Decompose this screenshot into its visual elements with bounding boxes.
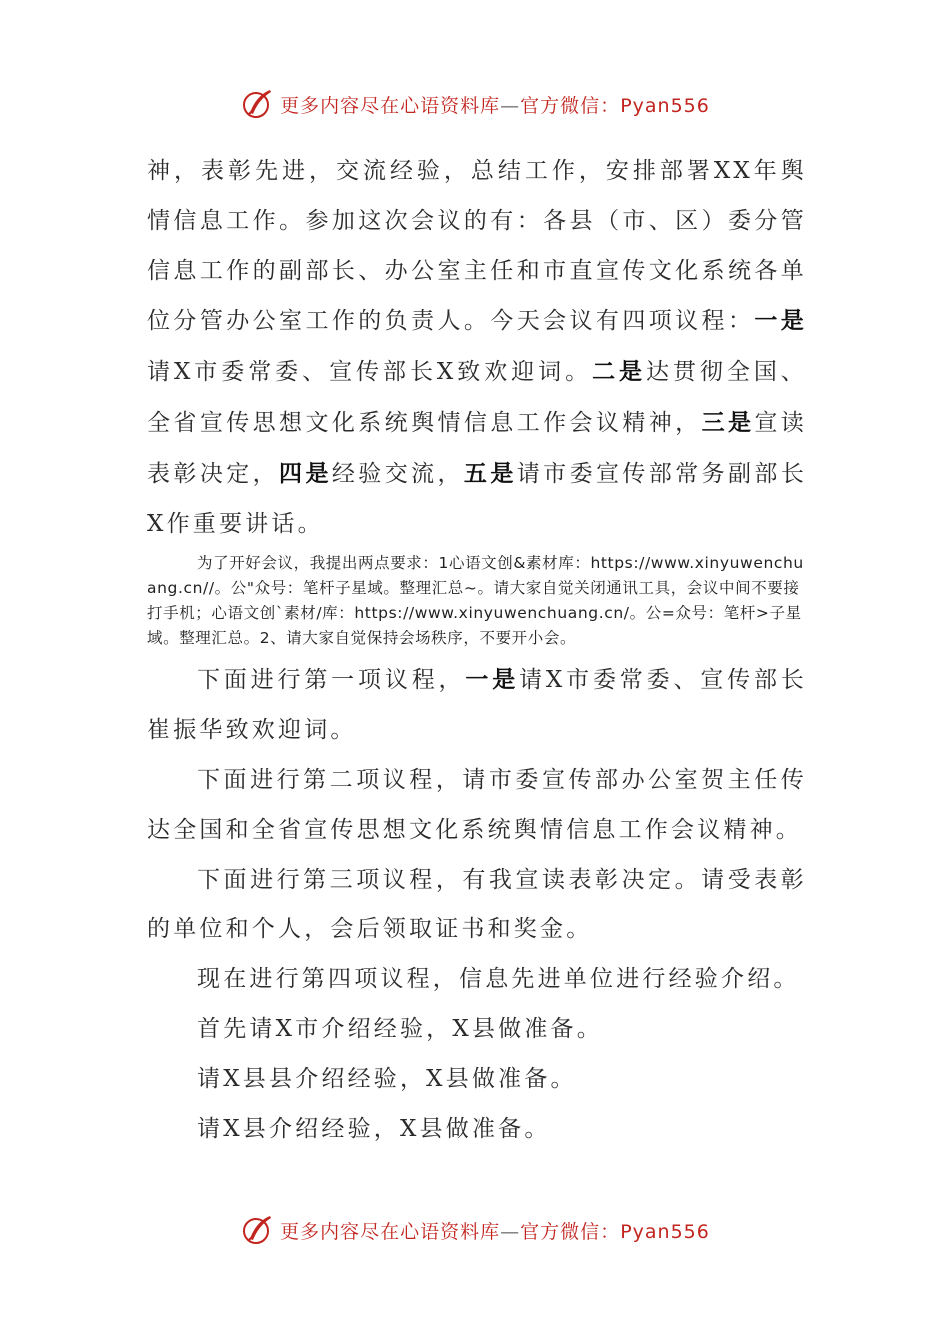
- agenda-marker: 四是: [279, 459, 332, 487]
- paragraph-item-one: [147, 655, 807, 756]
- quill-logo-icon: [240, 87, 274, 121]
- paragraph-item-two: 下面进行第二项议程，请市委宣传部办公室贺主任传达全国和全省宣传思想文化系统舆情信息工作会议精神。: [147, 766, 807, 843]
- agenda-marker: 一是: [465, 666, 520, 694]
- text-run: 请X市委常委、宣传部长崔振华致欢迎词。: [147, 667, 808, 744]
- text-run: 下面进行第一项议程，: [197, 667, 466, 694]
- paragraph-requirements: 为了开好会议，我提出两点要求：1心语文创&素材库：https://www.xinyuwenchuang.cn//。公"众号：笔杆子星域。整理汇总~。请大家自觉关闭通讯工具，会议中间不要接打手机；心语文创`素材/库：https://www.xinyuwenchuang.cn/。公=众号：笔杆>子星域。整理汇总。2、请大家自觉保持会场秩序，不要开小会。: [147, 554, 804, 648]
- paragraph-first-speaker: 首先请X市介绍经验，X县做准备。: [197, 1015, 603, 1042]
- document-body: [147, 147, 807, 1154]
- agenda-marker: 五是: [463, 459, 517, 487]
- header-watermark: [0, 84, 950, 124]
- paragraph-agenda-intro: [147, 147, 807, 549]
- footer-watermark: [0, 1210, 950, 1250]
- text-run: 请X市委常委、宣传部长X致欢迎词。: [147, 359, 593, 386]
- text-run: 达贯彻全国、全省宣传思想文化系统舆情信息工作会议精神，: [147, 359, 807, 436]
- paragraph-third-speaker: 请X县介绍经验，X县做准备。: [197, 1115, 551, 1142]
- watermark-text: 更多内容尽在心语资料库—官方微信：Pyan556: [280, 1220, 710, 1243]
- agenda-marker: 二是: [592, 358, 646, 386]
- text-run: 神，表彰先进，交流经验，总结工作，安排部署XX年舆情信息工作。参加这次会议的有：各县（市、区）委分管信息工作的副部长、办公室主任和市直宣传文化系统各单位分管办公室工作的负责人。今天会议有四项议程：: [147, 158, 807, 335]
- text-run: 请市委宣传部常务副部长X作重要讲话。: [147, 460, 808, 537]
- agenda-marker: 三是: [701, 408, 755, 436]
- paragraph-second-speaker: 请X县县介绍经验，X县做准备。: [197, 1065, 577, 1092]
- text-run: 经验交流，: [331, 460, 464, 487]
- text-run: 宣读表彰决定，: [147, 409, 807, 487]
- agenda-marker: 一是: [754, 307, 807, 335]
- paragraph-item-three: 下面进行第三项议程，有我宣读表彰决定。请受表彰的单位和个人，会后领取证书和奖金。: [147, 866, 807, 943]
- watermark-text: 更多内容尽在心语资料库—官方微信：Pyan556: [280, 94, 710, 117]
- paragraph-item-four: 现在进行第四项议程，信息先进单位进行经验介绍。: [197, 966, 800, 993]
- quill-logo-icon: [240, 1213, 274, 1247]
